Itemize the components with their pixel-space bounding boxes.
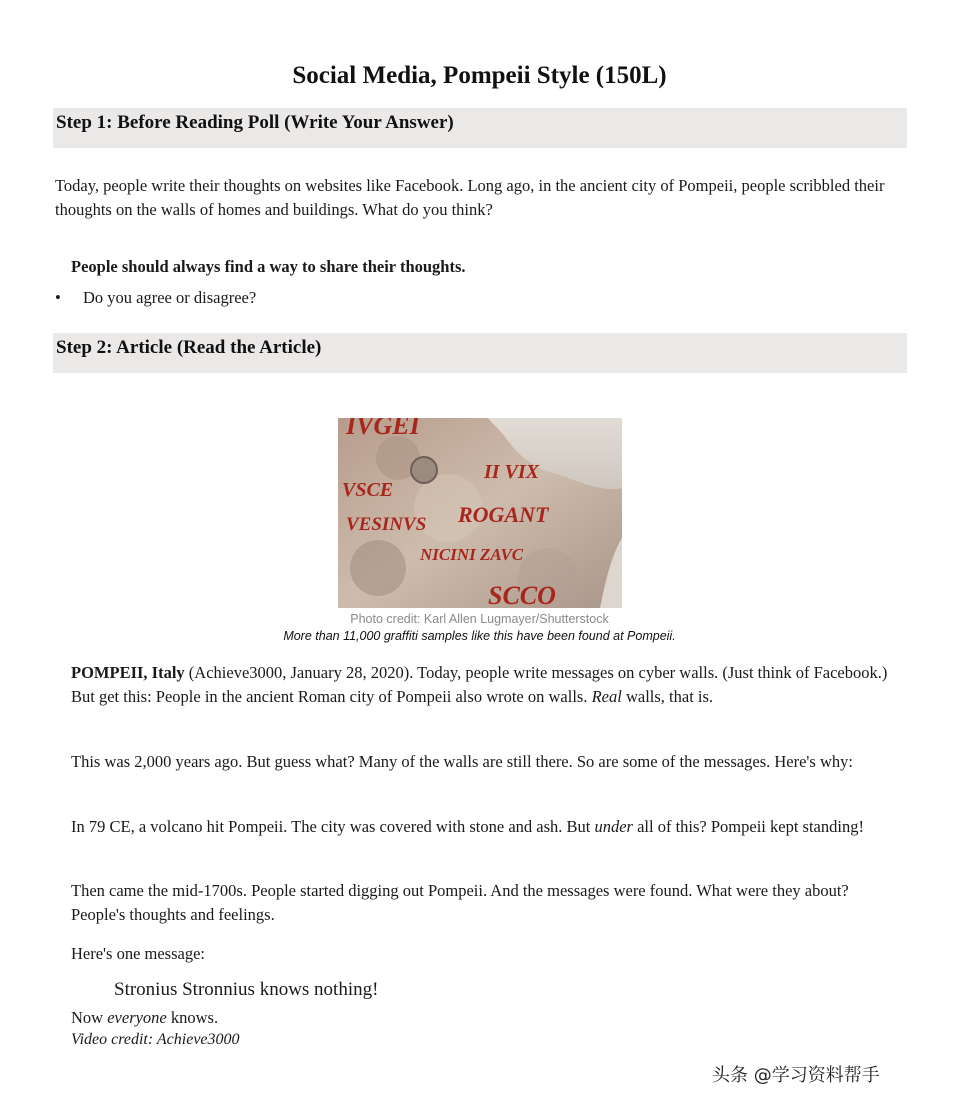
graffiti-photo: [338, 418, 622, 608]
article-paragraph: Here's one message:: [71, 944, 206, 963]
poll-question-text: Do you agree or disagree?: [83, 288, 257, 307]
graffiti-text: IVGEI: [346, 418, 420, 440]
graffiti-photo-illustration: [338, 418, 622, 608]
article-paragraph: POMPEII, Italy (Achieve3000, January 28, 2020). Today, people write messages on cyber walls. (Just think of Facebook.) But get this: People in the ancient Roman city of Pompeii also wrote on walls. Real walls, that is.: [71, 663, 888, 706]
intro-paragraph: Today, people write their thoughts on websites like Facebook. Long ago, in the ancient city of Pompeii, people scribbled their thoughts on the walls of homes and buildings. What do you think?: [55, 176, 885, 219]
graffiti-text: ROGANT: [458, 502, 549, 527]
step1-heading-bar: [53, 108, 907, 148]
photo-credit: Photo credit: Karl Allen Lugmayer/Shutterstock: [350, 612, 609, 626]
document-title: Social Media, Pompeii Style (150L): [292, 62, 667, 89]
article-paragraph: This was 2,000 years ago. But guess what? Many of the walls are still there. So are some of the messages. Here's why:: [71, 752, 853, 771]
step2-heading-bar: [53, 333, 907, 373]
dateline: POMPEII, Italy: [71, 663, 185, 682]
article-paragraph: In 79 CE, a volcano hit Pompeii. The city was covered with stone and ash. But under all of this? Pompeii kept standing!: [71, 817, 864, 836]
article-paragraph: Now everyone knows.: [71, 1008, 219, 1027]
watermark: 头条 @学习资料帮手: [712, 1065, 880, 1086]
bullet-icon: •: [55, 288, 61, 307]
graffiti-text: II VIX: [484, 461, 540, 483]
poll-question: [55, 288, 256, 308]
wall-hole: [411, 457, 437, 483]
poll-statement: People should always find a way to share their thoughts.: [71, 257, 466, 276]
article-paragraph: Then came the mid-1700s. People started digging out Pompeii. And the messages were found. What were they about? People's thoughts and feelings.: [71, 881, 849, 924]
graffiti-text: VESINVS: [346, 514, 427, 535]
photo-caption: More than 11,000 graffiti samples like this have been found at Pompeii.: [283, 629, 676, 643]
graffiti-text: VSCE: [342, 479, 394, 501]
graffiti-quote: Stronius Stronnius knows nothing!: [114, 979, 379, 1000]
graffiti-text: NICINI ZAVC: [420, 545, 524, 564]
video-credit: Video credit: Achieve3000: [71, 1031, 240, 1048]
graffiti-text: SCCO: [488, 581, 556, 608]
step1-heading: Step 1: Before Reading Poll (Write Your Answer): [56, 112, 454, 133]
step2-heading: Step 2: Article (Read the Article): [56, 337, 322, 358]
